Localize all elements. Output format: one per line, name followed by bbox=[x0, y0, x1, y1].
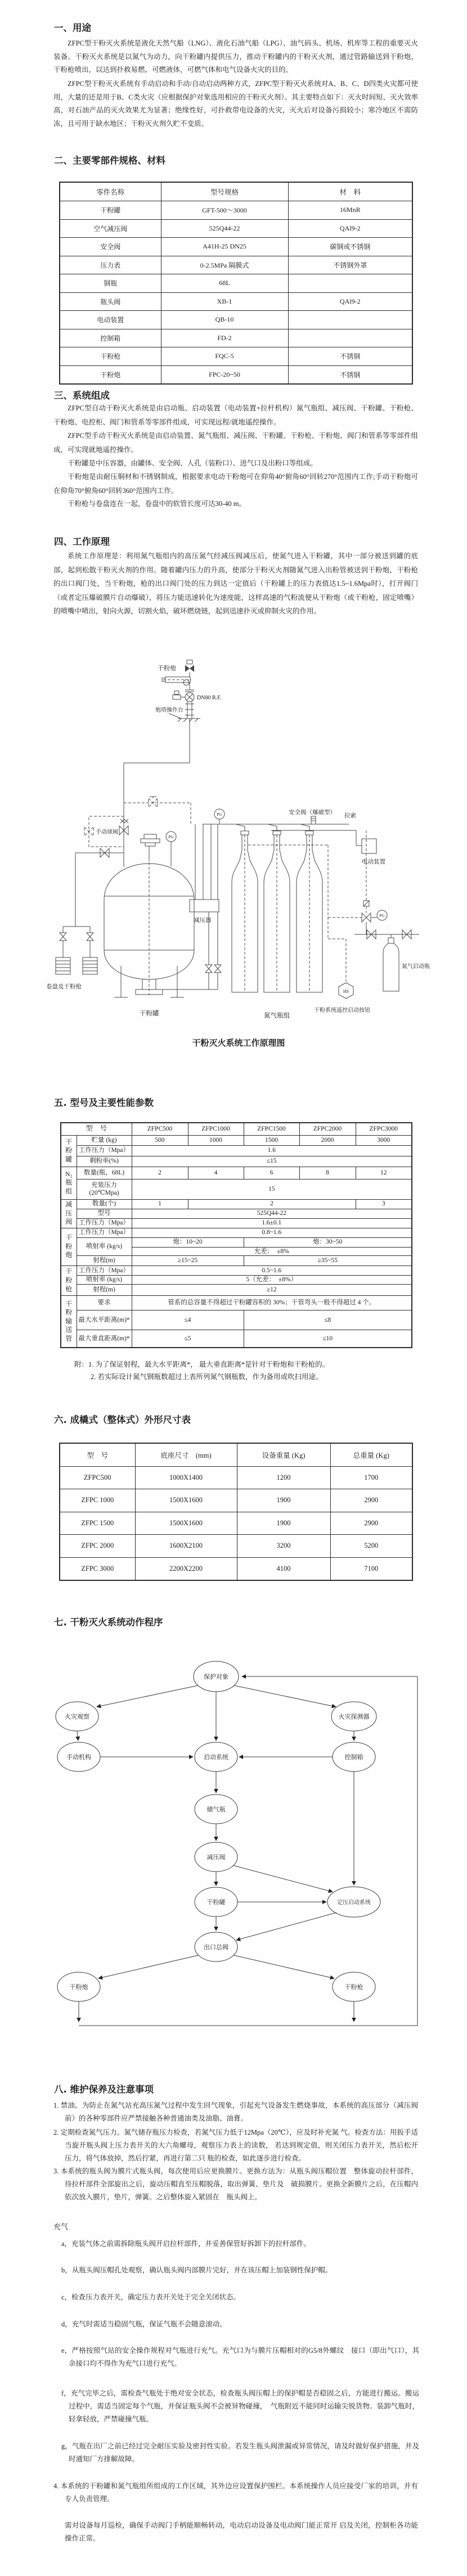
node-label: 储气瓶 bbox=[206, 1806, 226, 1813]
cell: 0.5~1.6 bbox=[132, 1266, 412, 1275]
header-model: ZFPC2000 bbox=[299, 1123, 356, 1135]
row-label: 最大垂直距离(m)* bbox=[77, 1330, 132, 1348]
cell: 2000 bbox=[299, 1135, 356, 1145]
node-label: 火灾观察 bbox=[65, 1714, 89, 1720]
row-label: 射程(m) bbox=[77, 1255, 132, 1266]
group-label-tank: 干粉罐 bbox=[61, 1135, 77, 1167]
charging-item-b: b，从瓶头阀压帽孔处观察，确认瓶头阀内部膜片完好，并在该压帽上加装钢性保护帽。 bbox=[61, 2266, 333, 2274]
charging-item-e: e，严格按照气站的安全操作规程对气瓶进行充气。充气口为与膜片压帽相对的G5/8外螺纹 接口（即出气口），其余接口均不得作为充气口进行充气。 bbox=[61, 2347, 419, 2367]
hs-text: HS bbox=[343, 989, 349, 994]
node-label: 火灾探测器 bbox=[338, 1714, 370, 1720]
row-label: 数量(瓶，68L) bbox=[77, 1167, 132, 1179]
cell: 干粉罐 bbox=[60, 201, 161, 220]
electric-device-label: 电动装置 bbox=[362, 859, 385, 865]
table-row bbox=[61, 1295, 412, 1310]
cell: 1.6±0.1 bbox=[132, 1218, 412, 1228]
cell bbox=[288, 329, 412, 347]
section-2-title: 二、主要零部件规格、材料 bbox=[54, 155, 165, 166]
safety-valve-label: 安全阀（爆破型） bbox=[289, 810, 336, 816]
table-row bbox=[61, 1275, 412, 1284]
cell: 6 bbox=[244, 1167, 299, 1179]
row-label: 数量(个) bbox=[77, 1199, 132, 1209]
platform-label: 炮塔操作台 bbox=[155, 707, 183, 713]
table-row bbox=[61, 1179, 412, 1199]
cell: 2 bbox=[132, 1167, 188, 1179]
node-label: 干粉枪 bbox=[344, 1984, 363, 1991]
col-header-base-size: 底座尺寸 (mm) bbox=[135, 1443, 237, 1466]
cell: 控制箱 bbox=[60, 329, 161, 347]
manual-ball-valve-label: 手动球阀 bbox=[96, 829, 118, 835]
system-schematic-diagram bbox=[0, 658, 467, 1079]
diagram-caption: 干粉灭火系统工作原理图 bbox=[192, 1039, 285, 1048]
table-row bbox=[60, 311, 412, 329]
col-header-total-weight: 总重量 (Kg) bbox=[330, 1443, 412, 1466]
cell: ≤10 bbox=[244, 1330, 412, 1348]
cell: ZFPC 1000 bbox=[60, 1489, 135, 1512]
cell: 碳钢或不锈钢 bbox=[288, 238, 412, 256]
hose-reel-icon bbox=[83, 957, 97, 974]
cell: 1500X1600 bbox=[135, 1489, 237, 1512]
cell: GFT-500～3000 bbox=[161, 201, 288, 220]
cell: 不锈钢 bbox=[288, 347, 412, 366]
section-3-paragraph-3: 干粉罐是中压容器，由罐体、安全阀、人孔（装粉口）、进气口及出粉口等组成。 bbox=[68, 459, 317, 467]
table-row bbox=[61, 1167, 412, 1179]
table-row bbox=[61, 1145, 412, 1156]
cell: 8 bbox=[299, 1167, 356, 1179]
cell: 1000 bbox=[188, 1135, 244, 1145]
row-label: 充装压力 (20℃Mpa) bbox=[77, 1179, 132, 1199]
row-label: 喷射率 (kg/s) bbox=[77, 1275, 132, 1284]
section-4-title: 四、工作原理 bbox=[54, 536, 110, 547]
cell: 2900 bbox=[330, 1489, 412, 1512]
table-row bbox=[61, 1237, 412, 1247]
header-model: ZFPC1000 bbox=[188, 1123, 244, 1135]
section-1-title: 一、用途 bbox=[54, 22, 91, 33]
cell: 2900 bbox=[330, 1512, 412, 1535]
cell: 1 bbox=[132, 1199, 188, 1209]
cell: ≤15 bbox=[132, 1156, 412, 1167]
cell: 1700 bbox=[330, 1466, 412, 1489]
table-row bbox=[61, 1199, 412, 1209]
col-header-material: 材 料 bbox=[288, 182, 412, 201]
node-label: 控制箱 bbox=[344, 1754, 363, 1761]
section-3-paragraph-2: ZFPC型手动干粉灭火系统是由启动装置、氮气瓶组、减压阀、干粉罐、干粉枪、干粉炮、阀门和管系等零部件组成，可实现就地遥控操作。 bbox=[53, 432, 418, 454]
header-model-label: 型 号 bbox=[61, 1123, 132, 1135]
cell: A41H-25 DN25 bbox=[161, 238, 288, 256]
node-label: 出口总阀 bbox=[204, 1944, 228, 1951]
cell bbox=[288, 274, 412, 293]
cell: 16MnR bbox=[288, 201, 412, 220]
table-note-1: 附：1. 为了保证射程，最大水平距离*， 最大垂直距离*是针对干粉炮和干粉枪的。 bbox=[74, 1361, 330, 1368]
table-row bbox=[61, 1330, 412, 1348]
header-model: ZFPC500 bbox=[132, 1123, 188, 1135]
section-3-title: 三、系统组成 bbox=[54, 390, 110, 401]
table-row bbox=[61, 1310, 412, 1330]
cell: 0.8~1.6 bbox=[132, 1228, 412, 1237]
row-label: 工作压力（Mpa） bbox=[77, 1145, 132, 1156]
node-label: 手动机构 bbox=[66, 1754, 91, 1761]
pg-text: PG bbox=[379, 914, 385, 918]
cable-label: 拉索 bbox=[344, 813, 356, 819]
cell: 钢瓶 bbox=[60, 274, 161, 293]
starter-bottle bbox=[383, 943, 399, 991]
table-row bbox=[61, 1156, 412, 1167]
row-label: 剩粉率(%) bbox=[77, 1156, 132, 1167]
cell: 允差： ±8% bbox=[132, 1247, 412, 1255]
electric-device-box bbox=[362, 839, 376, 853]
cell: 炮：30~50 bbox=[244, 1237, 412, 1247]
cell: 电动装置 bbox=[60, 311, 161, 329]
cell: ≥35~55 bbox=[244, 1255, 412, 1266]
cell: ≥15~25 bbox=[132, 1255, 244, 1266]
parts-spec-table bbox=[59, 182, 413, 385]
group-label-n2: N₂瓶组 bbox=[61, 1167, 77, 1199]
pg-text: PG bbox=[217, 812, 222, 817]
row-label: 工作压力（Mpa） bbox=[77, 1228, 132, 1237]
cell: 1.6 bbox=[132, 1145, 412, 1156]
table-row bbox=[60, 1512, 412, 1535]
cell: ZFPC 3000 bbox=[60, 1557, 135, 1580]
section-4-paragraph-1: 系统工作原理是：利用氮气瓶组内的高压氮气经减压阀减压后，使氮气进入干粉罐，其中一部分被送到罐的底部，起到松散干粉灭火剂的作用。随着罐内压力的升高，使部分干粉灭火剂随氮气进入出粉管被送到干粉炮，干粉枪的出口阀门处，当干粉炮，枪的出口阀门处的压力到达一定值后（干粉罐上的压力表值达1.5~1.6Mpa时），打开阀门（或者定压爆破膜片自动爆破），将压力能迅速转化为速度能，这样高速的气粉流便从干粉炮（或干粉枪，固定喷嘴）的喷嘴中喷出，射向火源，切割火焰，破坏燃烧链，起到迅速扑灭或抑制火灾的作用。 bbox=[53, 552, 418, 615]
row-label: 射程(m) bbox=[77, 1284, 132, 1295]
cell: 68L bbox=[161, 274, 288, 293]
cell: QAl9-2 bbox=[288, 292, 412, 311]
maintenance-item-3: 3. 本系统的瓶头阀为膜片式瓶头阀，每次使用后应更换膜片。更换方法为：从瓶头阀压帽位置 整体旋动拉杆部件，待拉杆部件全部旋出之后，旋动压帽直至压帽脱落，取出弹簧、垫片及 破损膜片。更换全新膜片之后，在压帽内依次放入膜片，垫片，弹簧。之后整体旋入紧固在 瓶头阀上。 bbox=[53, 2167, 418, 2201]
dimension-table bbox=[59, 1443, 413, 1581]
cell: FPC-20~50 bbox=[161, 365, 288, 384]
cell: 4100 bbox=[237, 1557, 330, 1580]
charging-item-c: c，检查压力表开关，确定压力表开关处于完全关闭状态。 bbox=[61, 2293, 241, 2301]
node-label: 干粉炮 bbox=[69, 1984, 88, 1991]
group-label-gun: 干粉枪 bbox=[61, 1266, 77, 1295]
table-row bbox=[60, 1535, 412, 1558]
cell: 3200 bbox=[237, 1535, 330, 1558]
charging-item-g: g，气瓶在出厂之前已经过完全耐压实验及密封性实验。若发生瓶头阀泄漏或异常情况，请及时做好保护措施，并及时通知厂方排解故障。 bbox=[61, 2442, 419, 2463]
node-label: 启动系统 bbox=[204, 1754, 228, 1761]
table-row bbox=[61, 1284, 412, 1295]
row-label: 最大水平距离(m)* bbox=[77, 1310, 132, 1330]
cell: 炮：10~20 bbox=[132, 1237, 244, 1247]
starter-bottle-label: 氮气启动瓶 bbox=[402, 964, 430, 970]
reducer-label: 减压器 bbox=[194, 918, 212, 924]
cell: 不锈钢 bbox=[288, 365, 412, 384]
table-header-row bbox=[60, 1443, 412, 1466]
table-row bbox=[60, 347, 412, 366]
cell: 干粉枪 bbox=[60, 347, 161, 366]
charging-item-d: d，充气时需适当稳固气瓶，保证气瓶不会随意滚动。 bbox=[61, 2320, 227, 2328]
reel-gun-label: 卷盘及干粉枪 bbox=[46, 984, 82, 990]
cell: 1500 bbox=[244, 1135, 299, 1145]
cell: FD-2 bbox=[161, 329, 288, 347]
table-row bbox=[60, 219, 412, 238]
action-flowchart bbox=[0, 1642, 467, 2041]
cell: 3000 bbox=[356, 1135, 412, 1145]
cell: ≤4 bbox=[132, 1310, 244, 1330]
cell: 5200 bbox=[330, 1535, 412, 1558]
cell: 干粉炮 bbox=[60, 365, 161, 384]
header-model: ZFPC1500 bbox=[244, 1123, 299, 1135]
row-label: 工作压力（Mpa） bbox=[77, 1266, 132, 1275]
row-label: 贮量 (kg) bbox=[77, 1135, 132, 1145]
section-6-title: 六. 成橇式（整体式）外形尺寸表 bbox=[54, 1414, 191, 1425]
charging-item-a: a，充装气体之前需拆除瓶头阀开启拉杆部件，并妥善保管好拆卸下的拉杆部件。 bbox=[61, 2240, 311, 2248]
table-row bbox=[61, 1266, 412, 1275]
maintenance-item-2: 2. 定期检查氮气压力。氮气储存瓶压力检查，若氮气压力低于12Mpa（20℃），应及时补充氮 气。检查方法：用扳手适当旋开瓶头阀上压力表开关的大六角螺母，观察压力表上的读数， 若达到规定值，则关闭压力表开关，然后松开压力，将气体放掉，然后拧紧，再进行第二只 瓶的检查，如此逐步进行检查。 bbox=[53, 2128, 418, 2162]
node-label: 干粉罐 bbox=[206, 1899, 226, 1906]
section-3-paragraph-1: ZFPC型自动干粉灭火系统是由启动瓶、启动装置（电动装置+拉杆机构）氮气瓶组、减压阀、干粉罐、干粉枪、干粉炮、电控柜、阀门和管系等零部件组成，可实现远程/就地遥控操作。 bbox=[53, 404, 418, 426]
table-header-row bbox=[60, 182, 412, 201]
node-label: 减压阀 bbox=[206, 1854, 226, 1861]
pg-text: PG bbox=[168, 835, 174, 839]
cell: 安全阀 bbox=[60, 238, 161, 256]
section-3-paragraph-5: 干粉枪与卷盘连在一起，卷盘中的软管长度可达30-40 m。 bbox=[68, 500, 246, 508]
table-header-row bbox=[61, 1123, 412, 1135]
col-header-model: 型号规格 bbox=[161, 182, 288, 201]
cell: 4 bbox=[188, 1167, 244, 1179]
cell: 0-2.5MPa 隔膜式 bbox=[161, 256, 288, 274]
maintenance-item-4: 4. 本系统的干粉罐和氮气瓶组所组成的工作区域，其外边应设置保护围栏。本系统操作人员应接受厂家的培训，并有专人负责管理。 bbox=[53, 2482, 418, 2503]
cell: 1900 bbox=[237, 1489, 330, 1512]
cell: ZFPC500 bbox=[60, 1466, 135, 1489]
cell: 500 bbox=[132, 1135, 188, 1145]
section-1-paragraph-1: ZFPC型干粉灭火系统是液化天然气船（LNG）、液化石油气船（LPG）、油气码头、机场、机库等工程的重要灭火装备。干粉灭火系统是以氮气为动力，向干粉罐内提供压力，推动干粉罐内的干粉灭火剂，通过管路输送到干粉炮，干粉枪喷出，以达到扑救易燃、可燃液体，可燃气体和电气设备火灾的目的。 bbox=[53, 39, 418, 74]
cell: 12 bbox=[356, 1167, 412, 1179]
cell: 1000X1400 bbox=[135, 1466, 237, 1489]
group-label-pipe: 干粉输送管 bbox=[61, 1295, 77, 1348]
section-7-title: 七. 干粉灭火系统动作程序 bbox=[54, 1617, 163, 1628]
cell: 1500X1600 bbox=[135, 1512, 237, 1535]
row-label: 工作压力（Mpa） bbox=[77, 1218, 132, 1228]
cell: QB-10 bbox=[161, 311, 288, 329]
cell: 不锈钢外罩 bbox=[288, 256, 412, 274]
cell: 1900 bbox=[237, 1512, 330, 1535]
charging-item-f: f，充气完毕之后，需检查气瓶处于绝对安全状态，检查瓶头阀压帽上的保护帽是否稳固之后，方能进行搬运。搬运过程中，需适当固定每个气瓶，并保证瓶头阀不会被异物碰撞， 气瓶附近不能同时运输尖锐货物。装卸气瓶时，轻拿轻放，严禁碰撞气瓶。 bbox=[61, 2389, 419, 2423]
n2-group-label: 氮气瓶组 bbox=[264, 1013, 290, 1019]
table-row bbox=[61, 1228, 412, 1237]
monthly-inspection-paragraph: 需对设备每月巡检，确保手动阀门手柄能顺畅转动，电动启动设备及电动阀门能正常开 启及关闭，控制柜各功能操作正常。 bbox=[65, 2521, 418, 2542]
section-3-paragraph-4: 干粉炮是由耐压铜材和不锈钢制成，根据要求电动干粉炮可在仰角40°俯角60°回转270°范围内工作;手动干粉炮可在仰角70°俯角60°回转360°范围内工作。 bbox=[53, 473, 418, 495]
remote-start-button-label: 干粉系统遥控启动按钮 bbox=[314, 1007, 370, 1014]
col-header-equip-weight: 设备重量 (Kg) bbox=[237, 1443, 330, 1466]
cell: 1200 bbox=[237, 1466, 330, 1489]
group-label-cannon: 干粉炮 bbox=[61, 1228, 77, 1266]
table-row bbox=[60, 365, 412, 384]
dn80-label: DN80 R.F. bbox=[197, 695, 222, 701]
maintenance-item-1: 1. 禁油。为防止在氮气站充高压氮气过程中发生回气现象，引起充气设备发生燃烧事故，本系统的高压部分（减压阀前）的各种零部件应严禁接触各种普通油类及油脂、油膏。 bbox=[53, 2102, 418, 2122]
section-8-title: 八. 维护保养及注意事项 bbox=[54, 2084, 154, 2095]
row-label: 要求 bbox=[77, 1295, 132, 1310]
cell: 管系的总容量不得超过干粉罐容积的 30%；干管弯头一般不得超过 4 个。 bbox=[132, 1295, 412, 1310]
tank-label: 干粉罐 bbox=[140, 1010, 159, 1017]
hose-reel-icon bbox=[56, 957, 70, 974]
table-row bbox=[60, 256, 412, 274]
cell: 空气减压阀 bbox=[60, 219, 161, 238]
charging-subheading: 充气 bbox=[53, 2222, 69, 2231]
row-label: 型号 bbox=[77, 1209, 132, 1218]
cell: 15 bbox=[132, 1179, 412, 1199]
section-5-title: 五. 型号及主要性能参数 bbox=[54, 1097, 154, 1108]
table-row bbox=[61, 1218, 412, 1228]
table-row bbox=[60, 329, 412, 347]
cell: QAl9-2 bbox=[288, 219, 412, 238]
cell: ≥12 bbox=[132, 1284, 412, 1295]
group-label-reducer: 减压阀 bbox=[61, 1199, 77, 1228]
cell: 瓶头阀 bbox=[60, 292, 161, 311]
row-label: 喷射率 (kg/s) bbox=[77, 1237, 132, 1255]
cell: 5（允差： ±8%） bbox=[132, 1275, 412, 1284]
col-header-part: 零件名称 bbox=[60, 182, 161, 201]
performance-table bbox=[60, 1122, 412, 1348]
table-row bbox=[60, 238, 412, 256]
cell: 525Q44-22 bbox=[161, 219, 288, 238]
table-note-2: 2. 若实际设计氮气钢瓶数超过上表所列氮气钢瓶数，作为备用或吹扫用途。 bbox=[91, 1373, 323, 1381]
cell: 525Q44-22 bbox=[132, 1209, 412, 1218]
cell: 压力表 bbox=[60, 256, 161, 274]
table-row bbox=[60, 201, 412, 220]
cell: XB-1 bbox=[161, 292, 288, 311]
cell: ≤5 bbox=[132, 1330, 244, 1348]
table-row bbox=[60, 1557, 412, 1580]
cell: 2 bbox=[188, 1199, 356, 1209]
cell: FQC-5 bbox=[161, 347, 288, 366]
table-row bbox=[61, 1135, 412, 1145]
cell: 2200X2200 bbox=[135, 1557, 237, 1580]
cannon-label: 干粉炮 bbox=[158, 665, 176, 672]
safety-valve-icon bbox=[311, 816, 316, 824]
cell bbox=[288, 311, 412, 329]
cell: ≤8 bbox=[244, 1310, 412, 1330]
table-row bbox=[61, 1209, 412, 1218]
node-label: 定压启动系统 bbox=[337, 1900, 371, 1906]
col-header-model: 型 号 bbox=[60, 1443, 135, 1466]
cell: 3 bbox=[356, 1199, 412, 1209]
table-row bbox=[60, 1466, 412, 1489]
cell: ZFPC 2000 bbox=[60, 1535, 135, 1558]
cell: 1600X2100 bbox=[135, 1535, 237, 1558]
table-row bbox=[60, 1489, 412, 1512]
header-model: ZFPC3000 bbox=[356, 1123, 412, 1135]
cell: ZFPC 1500 bbox=[60, 1512, 135, 1535]
cell: 7100 bbox=[330, 1557, 412, 1580]
node-label: 保护对象 bbox=[204, 1674, 228, 1680]
table-row bbox=[60, 292, 412, 311]
section-1-paragraph-2: ZFPC型干粉灭火系统有手动启动和手动/自动启动两种方式，ZFPC型干粉灭火系统对A、B、C、D四类火灾都可使用，大量的还是用于B、C类火灾（应根据保护对象选用相应的干粉灭火剂）。其主要特点如下：灭火时间短、灭火效率高，对石油产品的灭火效果尤为显著；绝缘性好，可扑救带电设备的火灾，灭火后对设备污损较小；寒冷地区不需防冻，且可用于缺水地区；干粉灭火剂久贮不变质。 bbox=[53, 80, 418, 128]
table-row bbox=[61, 1255, 412, 1266]
table-row bbox=[60, 274, 412, 293]
